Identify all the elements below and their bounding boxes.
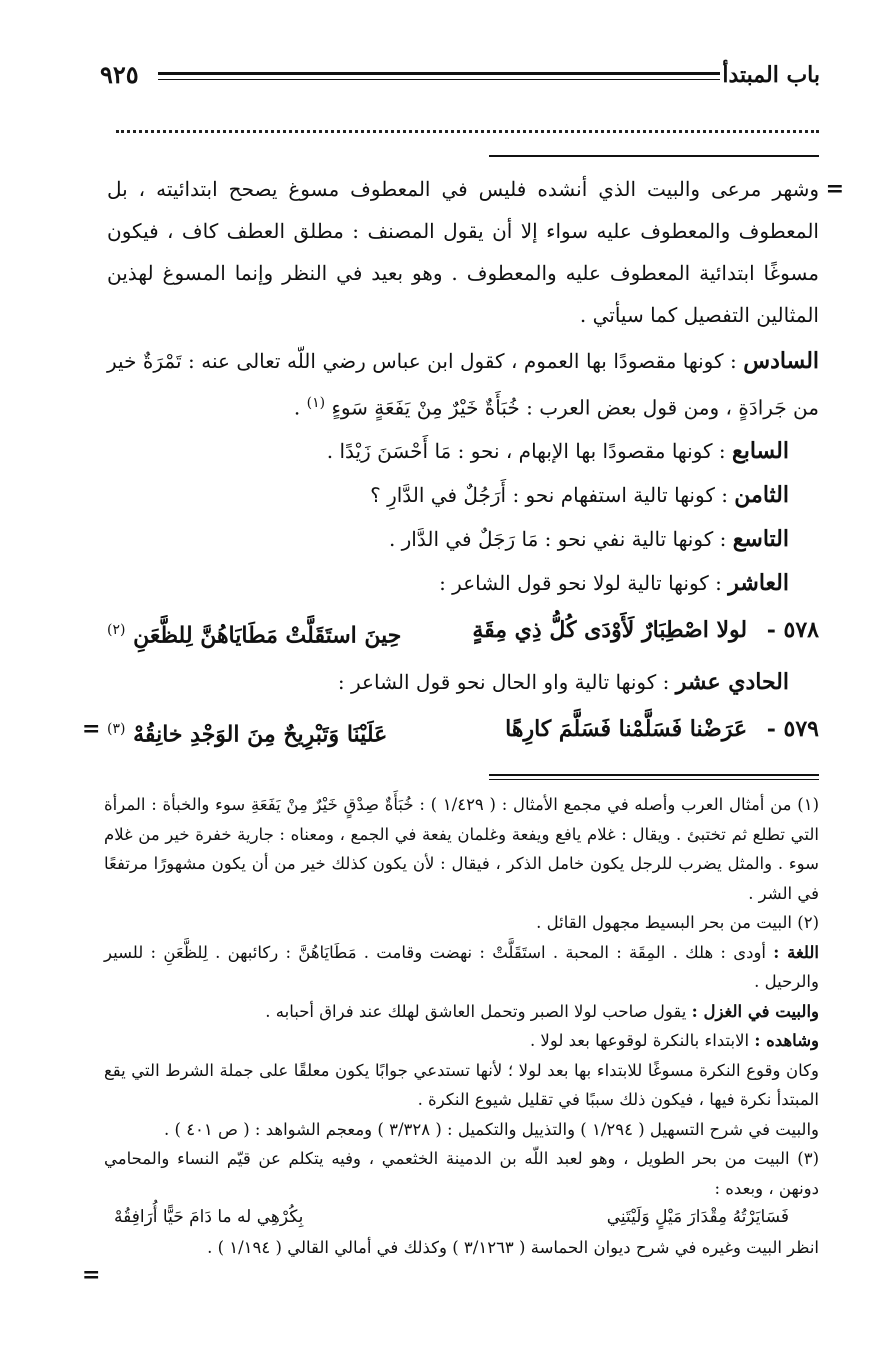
- footnote-text: الابتداء بالنكرة لوقوعها بعد لولا .: [529, 1031, 750, 1050]
- item-text: : كونها تالية لولا نحو قول الشاعر :: [439, 570, 722, 595]
- footnote-ref: (١): [306, 395, 326, 411]
- footnote-label: اللغة :: [773, 942, 819, 962]
- continuation-mark: =: [82, 1262, 101, 1288]
- footnote-label: والبيت في الغزل :: [691, 1001, 819, 1021]
- dotted-separator: [116, 130, 819, 143]
- item-text: : كونها مقصودًا بها الإبهام ، نحو : مَا أَحْسَنَ زَيْدًا .: [326, 438, 726, 463]
- item-sixth: [107, 340, 819, 429]
- footnote-verse: [104, 1203, 819, 1233]
- header-rule-thin: [158, 79, 720, 80]
- page-header: [100, 58, 820, 98]
- footnote-language: [104, 938, 819, 997]
- verse-text: حِينَ استَقَلَّتْ مَطَايَاهُنَّ لِلظَّعَنِ: [133, 621, 402, 648]
- item-label: السادس: [743, 348, 820, 374]
- footnote-ref: (٢): [107, 621, 126, 638]
- verse-first-hemistich: [505, 704, 819, 759]
- item-eleventh: [107, 660, 819, 704]
- footnote-sources: والبيت في شرح التسهيل ( ١/٢٩٤ ) والتذييل والتكميل : ( ٣/٣٢٨ ) ومعجم الشواهد : ( ص ٤٠١ ) .: [164, 1119, 819, 1139]
- verse-second-hemistich: [107, 605, 401, 660]
- item-label: الثامن: [734, 481, 789, 508]
- footnote-ref: (٣): [107, 720, 126, 737]
- item-seventh: [107, 429, 819, 473]
- footnote-2: (٢) البيت من بحر البسيط مجهول القائل .: [536, 913, 819, 932]
- item-label: التاسع: [732, 525, 789, 552]
- item-tenth: [107, 561, 819, 605]
- item-end: .: [293, 395, 301, 420]
- verse-number: ٥٧٨ -: [766, 616, 819, 643]
- verse-text: عَرَضْنا فَسَلَّمْنا فَسَلَّمَ كارِهًا: [505, 715, 748, 742]
- verse-first-hemistich: فَسَايَرْتُهُ مِقْدَارَ مَيْلٍ وَلَيْتَنِي: [606, 1207, 789, 1227]
- item-text: : كونها تالية استفهام نحو : أَرَجُلٌ في الدَّارِ ؟: [370, 482, 728, 507]
- item-ninth: [107, 517, 819, 561]
- main-text: [107, 168, 819, 759]
- verse-first-hemistich: [472, 605, 819, 660]
- footnote-label: وشاهده :: [754, 1031, 819, 1050]
- item-label: السابع: [732, 437, 789, 464]
- header-rule: [158, 72, 720, 75]
- continuation-mark: =: [82, 716, 101, 742]
- verse-second-hemistich: بِكُرْهِي له ما دَامَ حَيًّا أُرَافِقُهْ: [114, 1207, 304, 1227]
- footnote-paragraph: وكان وقوع النكرة مسوغًا للابتداء بها بعد لولا ؛ لأنها تستدعي جوابًا يكون معلقًا على جملة الشرط التي يقع المبتدأ نكرة فيها ، فيكون ذلك سببًا في تقليل شيوع النكرة .: [104, 1060, 819, 1109]
- footnote-3: (٣) البيت من بحر الطويل ، وهو لعبد اللّه بن الدمينة الخثعمي ، وفيه يتكلم عن قيّم النساء والمحامي دونهن ، وبعده :: [104, 1149, 819, 1198]
- page-number: ٩٢٥: [100, 60, 139, 89]
- item-text: : كونها مقصودًا بها العموم ، كقول ابن عباس رضي اللّه تعالى عنه : تَمْرَةٌ خير من جَرادَةٍ ، ومن قول بعض العرب : خُبَأَةٌ خَيْرٌ مِنْ يَفَعَةٍ سَوءٍ: [107, 349, 819, 420]
- verse-578: [107, 605, 819, 660]
- verse-579: [107, 704, 819, 759]
- item-label: العاشر: [728, 569, 789, 596]
- item-text: : كونها تالية نفي نحو : مَا رَجَلٌ في الدَّار .: [388, 526, 727, 551]
- paragraph: وشهر مرعى والبيت الذي أنشده فليس في المعطوف مسوغ يصحح ابتدائيته ، بل المعطوف والمعطوف عليه سواء إلا أن يقول المصنف : مطلق العطف كاف ، فيكون مسوغًا ابتدائية المعطوف عليه والمعطوف . وهو بعيد في النظر وإنما المسوغ لهذين المثالين التفصيل كما سيأتي .: [107, 177, 819, 327]
- verse-text: لولا اصْطِبَارٌ لَأَوْدَى كُلُّ ذِي مِقَةٍ: [472, 616, 748, 643]
- footnote-3-sources: انظر البيت وغيره في شرح ديوان الحماسة ( ٣/١٢٦٣ ) وكذلك في أمالي القالي ( ١/١٩٤ ) .: [207, 1237, 819, 1257]
- footnote-ghazal: [104, 997, 819, 1027]
- item-eighth: [107, 473, 819, 517]
- footnote-divider: [489, 774, 819, 776]
- continuation-mark: =: [825, 176, 844, 202]
- footnote-1: (١) من أمثال العرب وأصله في مجمع الأمثال : ( ١/٤٢٩ ) : خُبَأَةٌ صِدْقٍ خَيْرٌ مِنْ يَفَعَةِ سوء والخبأة : المرأة التي تطلع ثم تختبئ . ويقال : غلام يافع ويفعة وغلمان يفعة في الجمع ، ومعناه : جارية خفرة خير من غلام سوء . والمثل يضرب للرجل يكون خامل الذكر ، فيقال : لأن يكون كذلك خير من أن يكون مشهورًا مرتفعًا في الشر .: [104, 795, 819, 903]
- verse-number: ٥٧٩ -: [766, 715, 819, 742]
- footnote-shahid: [104, 1026, 819, 1056]
- footnote-text: أودى : هلك . المِقَة : المحبة . استَقَلَّتْ : نهضت وقامت . مَطَايَاهُنَّ : ركائبهن . لِلظَّعَنِ : للسير والرحيل .: [104, 942, 819, 991]
- section-divider: [489, 155, 819, 157]
- item-text: : كونها تالية واو الحال نحو قول الشاعر :: [337, 669, 670, 694]
- verse-second-hemistich: [107, 704, 387, 759]
- chapter-title: باب المبتدأ: [722, 62, 820, 88]
- verse-text: عَلَيْنَا وَتَبْرِيحٌ مِنَ الوَجْدِ خانِقُهْ: [133, 721, 388, 748]
- footnote-text: يقول صاحب لولا الصبر وتحمل العاشق لهلك عند فراق أحبابه .: [265, 1001, 687, 1021]
- footnote-divider-thin: [489, 779, 819, 780]
- footnotes: [104, 790, 819, 1262]
- item-label: الحادي عشر: [675, 668, 789, 695]
